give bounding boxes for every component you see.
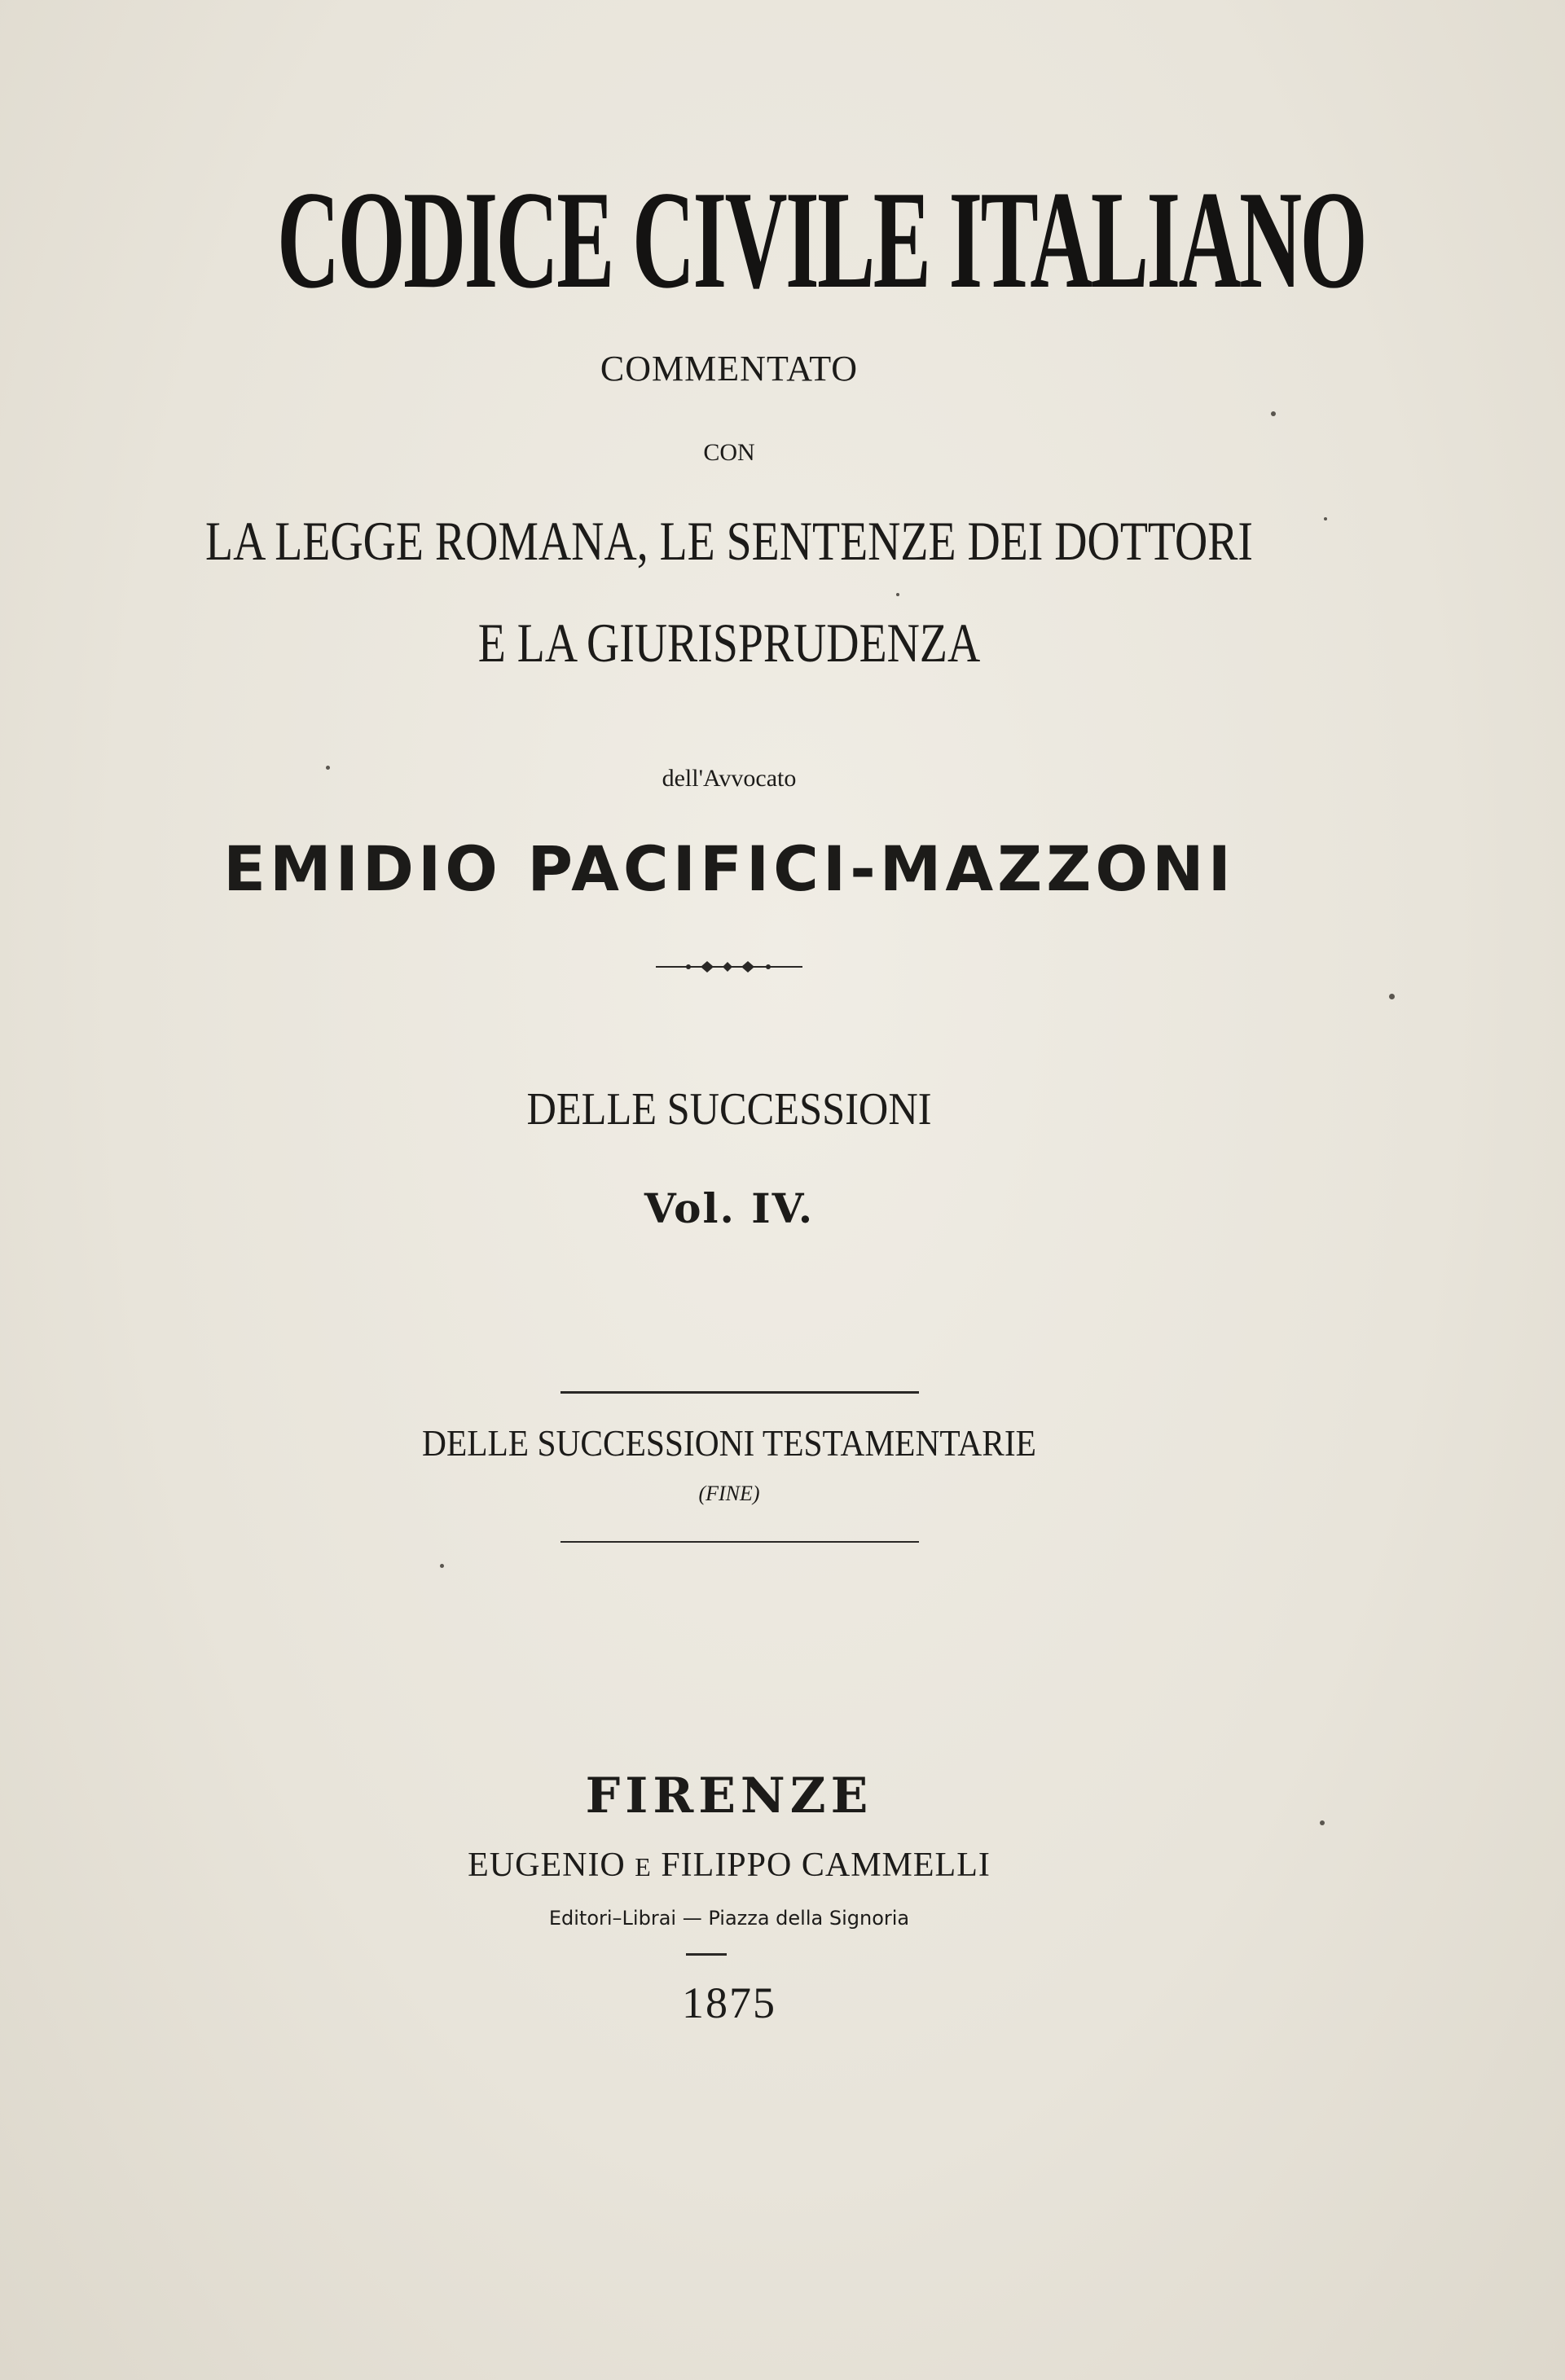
- ornament-divider-icon: [656, 955, 802, 979]
- topics-line-1: LA LEGGE ROMANA, LE SENTENZE DEI DOTTORI: [205, 510, 1253, 572]
- paper-speck: [896, 593, 899, 596]
- publication-city: FIRENZE: [585, 1767, 873, 1825]
- book-title: CODICE CIVILE ITALIANO: [277, 163, 1366, 318]
- publisher-name-2: FILIPPO CAMMELLI: [661, 1846, 991, 1884]
- part-title: DELLE SUCCESSIONI TESTAMENTARIE: [422, 1422, 1036, 1464]
- publication-year: 1875: [682, 1978, 776, 2027]
- paper-speck: [326, 766, 330, 770]
- author-name: EMIDIO PACIFICI-MAZZONI: [223, 832, 1235, 905]
- connector-text: CON: [703, 439, 755, 466]
- paper-speck: [1324, 517, 1327, 520]
- publisher-name: [0, 1845, 1458, 1887]
- publisher-name-1: EUGENIO: [468, 1846, 626, 1884]
- section-title: DELLE SUCCESSIONI: [526, 1084, 932, 1135]
- paper-speck: [1271, 411, 1276, 416]
- subtitle: COMMENTATO: [600, 349, 859, 389]
- divider-rule-top: [560, 1391, 919, 1394]
- topics-line-2: E LA GIURISPRUDENZA: [477, 612, 981, 674]
- publisher-info: Editori–Librai — Piazza della Signoria: [548, 1907, 910, 1930]
- divider-rule-bottom: [560, 1541, 919, 1543]
- paper-speck: [440, 1564, 444, 1568]
- paper-speck: [1320, 1820, 1325, 1825]
- author-prefix: dell'Avvocato: [662, 765, 797, 792]
- part-note: (FINE): [698, 1482, 760, 1505]
- paper-speck: [1389, 994, 1395, 999]
- publisher-conjunction: E: [635, 1852, 652, 1882]
- year-rule: [686, 1953, 727, 1956]
- volume-number: Vol. IV.: [644, 1184, 815, 1232]
